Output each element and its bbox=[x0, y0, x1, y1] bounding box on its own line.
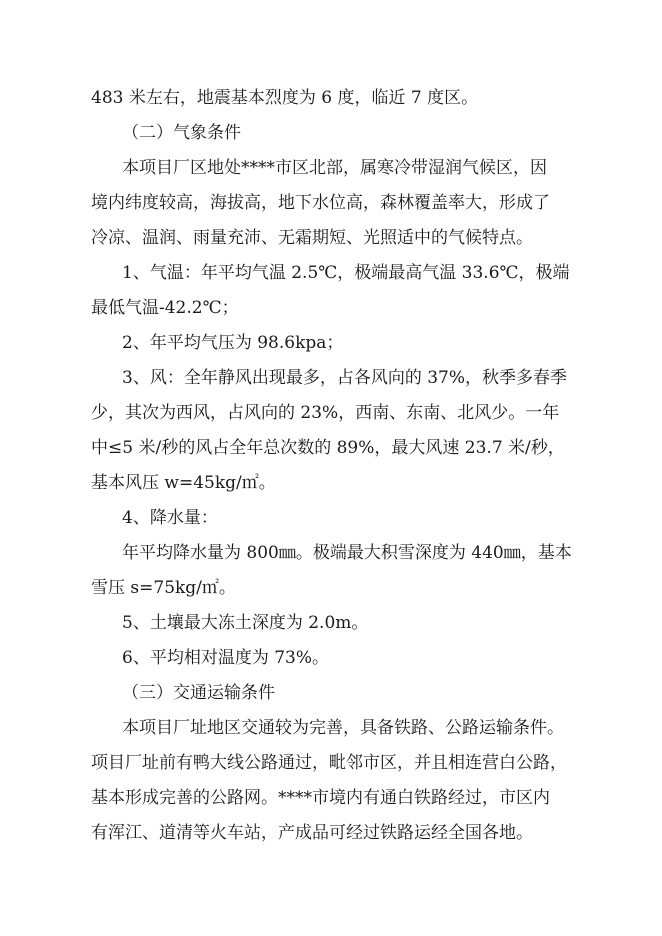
text-line: 4、降水量： bbox=[122, 508, 218, 528]
text-line: 年平均降水量为 800㎜。极端最大积雪深度为 440㎜，基本 bbox=[122, 543, 572, 563]
text-line: 项目厂址前有鸭大线公路通过，毗邻市区，并且相连营白公路， bbox=[91, 753, 567, 773]
text-line: 本项目厂址地区交通较为完善，具备铁路、公路运输条件。 bbox=[122, 718, 564, 738]
text-line: 基本风压 w=45kg/㎡。 bbox=[91, 473, 276, 493]
text-line: 本项目厂区地处****市区北部，属寒冷带湿润气候区，因 bbox=[122, 158, 547, 178]
text-line: 中≤5 米/秒的风占全年总次数的 89%，最大风速 23.7 米/秒， bbox=[91, 438, 565, 458]
text-line: 6、平均相对温度为 73%。 bbox=[122, 648, 330, 668]
text-line: 5、土壤最大冻土深度为 2.0m。 bbox=[122, 613, 369, 633]
text-line: 雪压 s=75kg/㎡。 bbox=[91, 578, 236, 598]
section-heading-weather: （二）气象条件 bbox=[122, 123, 241, 143]
text-line: 3、风：全年静风出现最多，占各风向的 37%，秋季多春季 bbox=[122, 368, 568, 388]
text-line: 基本形成完善的公路网。****市境内有通白铁路经过，市区内 bbox=[91, 788, 550, 808]
text-line: 少，其次为西风，占风向的 23%，西南、东南、北风少。一年 bbox=[91, 403, 560, 423]
text-line: 冷凉、温润、雨量充沛、无霜期短、光照适中的气候特点。 bbox=[91, 228, 533, 248]
text-line: 2、年平均气压为 98.6kpa； bbox=[122, 333, 344, 353]
text-line: 有浑江、道清等火车站，产成品可经过铁路运经全国各地。 bbox=[91, 823, 533, 843]
text-line: 1、气温：年平均气温 2.5℃，极端最高气温 33.6℃，极端 bbox=[122, 263, 570, 283]
text-line: 最低气温-42.2℃； bbox=[91, 298, 239, 318]
section-heading-transport: （三）交通运输条件 bbox=[122, 683, 275, 703]
text-line: 境内纬度较高，海拔高，地下水位高，森林覆盖率大，形成了 bbox=[91, 193, 550, 213]
text-line: 483 米左右，地震基本烈度为 6 度，临近 7 度区。 bbox=[91, 88, 479, 108]
